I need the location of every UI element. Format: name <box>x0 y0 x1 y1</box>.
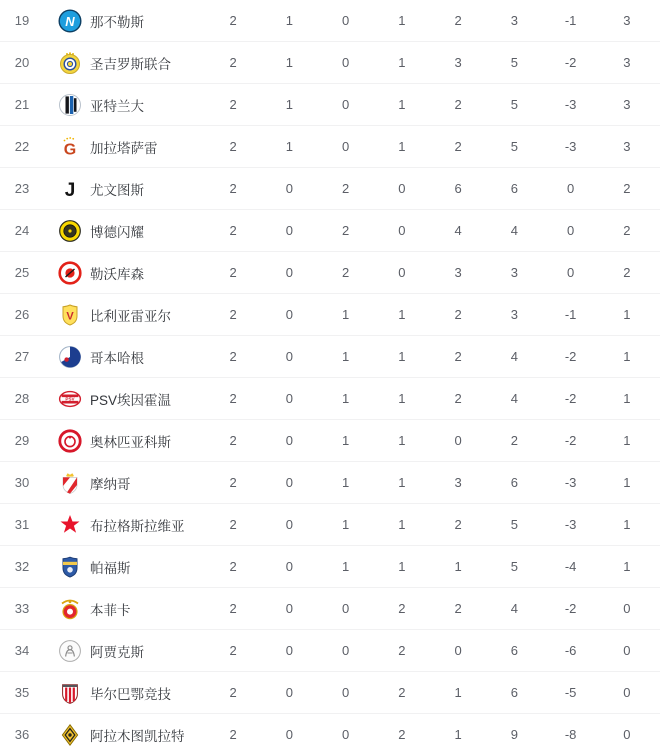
galatasaray-crest-icon <box>58 135 82 159</box>
team-cell[interactable] <box>44 429 205 453</box>
stat-value: 0 <box>285 685 293 700</box>
table-row[interactable] <box>0 546 660 588</box>
rank-label: 30 <box>14 475 30 490</box>
stat-value: 4 <box>510 349 518 364</box>
stat-value: 2 <box>229 685 237 700</box>
stat-value: 2 <box>229 601 237 616</box>
team-name: 阿拉木图凯拉特 <box>90 728 185 744</box>
stat-value: 6 <box>510 685 518 700</box>
stat-value: 2 <box>229 55 237 70</box>
stat-value: -3 <box>564 97 577 112</box>
atalanta-crest-icon <box>58 93 82 117</box>
stat-value: -2 <box>564 349 577 364</box>
svg-text:N: N <box>65 13 75 29</box>
stat-value: 2 <box>454 139 462 154</box>
stat-value: 1 <box>623 307 631 322</box>
stat-value: 0 <box>342 97 350 112</box>
svg-text:PSV: PSV <box>65 396 75 402</box>
team-cell[interactable] <box>44 177 205 201</box>
team-name: 奥林匹亚科斯 <box>90 434 171 450</box>
stat-value: 0 <box>398 223 406 238</box>
rank-label: 35 <box>14 685 30 700</box>
stat-value: 2 <box>342 181 350 196</box>
rank-label: 24 <box>14 223 30 238</box>
stat-value: 2 <box>229 139 237 154</box>
stat-value: 1 <box>623 349 631 364</box>
stat-value: 1 <box>398 559 406 574</box>
stat-value: 3 <box>510 307 518 322</box>
team-cell[interactable] <box>44 513 205 537</box>
stat-value: 2 <box>454 307 462 322</box>
stat-value: 1 <box>398 391 406 406</box>
rank-label: 20 <box>14 55 30 70</box>
stat-value: 0 <box>342 601 350 616</box>
stat-value: 0 <box>342 643 350 658</box>
stat-value: 3 <box>454 265 462 280</box>
rank-label: 23 <box>14 181 30 196</box>
team-cell[interactable] <box>44 471 205 495</box>
benfica-crest-icon <box>58 597 82 621</box>
stat-value: 6 <box>510 643 518 658</box>
stat-value: 2 <box>623 265 631 280</box>
stat-value: 1 <box>398 433 406 448</box>
team-name: 勒沃库森 <box>90 266 144 282</box>
rank-label: 32 <box>14 559 30 574</box>
copenhagen-crest-icon <box>58 345 82 369</box>
rank-label: 34 <box>14 643 30 658</box>
ajax-crest-icon <box>58 639 82 663</box>
stat-value: 0 <box>623 601 631 616</box>
stat-value: 1 <box>623 559 631 574</box>
stat-value: 0 <box>567 223 575 238</box>
stat-value: 2 <box>398 727 406 742</box>
stat-value: 1 <box>342 559 350 574</box>
stat-value: 1 <box>342 391 350 406</box>
team-cell[interactable] <box>44 681 205 705</box>
union-sg-crest-icon <box>58 51 82 75</box>
team-name: 加拉塔萨雷 <box>90 140 158 156</box>
stat-value: 1 <box>342 307 350 322</box>
stat-value: -3 <box>564 475 577 490</box>
team-name: 亚特兰大 <box>90 98 144 114</box>
stat-value: 1 <box>454 559 462 574</box>
slavia-prague-crest-icon <box>58 513 82 537</box>
stat-value: 2 <box>454 13 462 28</box>
stat-value: 2 <box>229 391 237 406</box>
stat-value: -1 <box>564 13 577 28</box>
stat-value: 1 <box>623 475 631 490</box>
stat-value: 2 <box>398 643 406 658</box>
table-row[interactable] <box>0 210 660 252</box>
stat-value: 4 <box>454 223 462 238</box>
table-row[interactable] <box>0 504 660 546</box>
stat-value: 0 <box>285 349 293 364</box>
rank-label: 31 <box>14 517 30 532</box>
stat-value: 0 <box>285 475 293 490</box>
stat-value: 1 <box>398 139 406 154</box>
team-cell[interactable] <box>44 639 205 663</box>
stat-value: 2 <box>454 601 462 616</box>
table-row[interactable] <box>0 294 660 336</box>
rank-label: 29 <box>14 433 30 448</box>
team-name: 比利亚雷亚尔 <box>90 308 171 324</box>
team-cell[interactable] <box>44 387 205 411</box>
stat-value: 0 <box>285 265 293 280</box>
stat-value: 2 <box>454 349 462 364</box>
team-cell[interactable] <box>44 219 205 243</box>
team-name: 那不勒斯 <box>90 14 144 30</box>
stat-value: 2 <box>229 433 237 448</box>
stat-value: 0 <box>285 601 293 616</box>
stat-value: 2 <box>229 223 237 238</box>
stat-value: 2 <box>623 223 631 238</box>
team-name: 毕尔巴鄂竞技 <box>90 686 171 702</box>
stat-value: 2 <box>229 349 237 364</box>
stat-value: 0 <box>398 181 406 196</box>
stat-value: 1 <box>342 349 350 364</box>
juventus-crest-icon <box>58 177 82 201</box>
stat-value: -2 <box>564 433 577 448</box>
team-name: 本菲卡 <box>90 602 131 618</box>
stat-value: 1 <box>623 433 631 448</box>
stat-value: 4 <box>510 223 518 238</box>
stat-value: 0 <box>285 391 293 406</box>
rank-label: 25 <box>14 265 30 280</box>
stat-value: 0 <box>285 223 293 238</box>
svg-text:J: J <box>64 179 76 201</box>
stat-value: 1 <box>342 475 350 490</box>
table-row[interactable] <box>0 420 660 462</box>
stat-value: 0 <box>623 643 631 658</box>
team-cell[interactable] <box>44 93 205 117</box>
stat-value: -2 <box>564 601 577 616</box>
stat-value: -3 <box>564 517 577 532</box>
table-row[interactable] <box>0 168 660 210</box>
rank-label: 21 <box>14 97 30 112</box>
team-cell[interactable] <box>44 261 205 285</box>
stat-value: 1 <box>623 391 631 406</box>
stat-value: 0 <box>342 685 350 700</box>
stat-value: 5 <box>510 139 518 154</box>
stat-value: 9 <box>510 727 518 742</box>
stat-value: 2 <box>510 433 518 448</box>
stat-value: 2 <box>342 265 350 280</box>
stat-value: 1 <box>398 517 406 532</box>
stat-value: 0 <box>342 139 350 154</box>
stat-value: -5 <box>564 685 577 700</box>
team-name: 布拉格斯拉维亚 <box>90 518 185 534</box>
stat-value: 2 <box>229 181 237 196</box>
rank-label: 33 <box>14 601 30 616</box>
stat-value: 2 <box>454 97 462 112</box>
rank-label: 28 <box>14 391 30 406</box>
table-row[interactable] <box>0 714 660 755</box>
stat-value: 1 <box>398 307 406 322</box>
stat-value: 0 <box>342 13 350 28</box>
rank-label: 26 <box>14 307 30 322</box>
stat-value: 3 <box>510 13 518 28</box>
stat-value: 1 <box>285 13 293 28</box>
stat-value: 1 <box>342 517 350 532</box>
stat-value: 5 <box>510 517 518 532</box>
stat-value: 2 <box>342 223 350 238</box>
stat-value: 2 <box>229 643 237 658</box>
table-row[interactable] <box>0 336 660 378</box>
stat-value: 2 <box>398 601 406 616</box>
monaco-crest-icon <box>58 471 82 495</box>
stat-value: 2 <box>229 307 237 322</box>
svg-text:G: G <box>63 141 77 158</box>
team-cell[interactable] <box>44 303 205 327</box>
stat-value: 1 <box>285 139 293 154</box>
table-row[interactable] <box>0 84 660 126</box>
stat-value: 1 <box>285 55 293 70</box>
rank-label: 22 <box>14 139 30 154</box>
stat-value: 2 <box>229 13 237 28</box>
stat-value: 1 <box>454 727 462 742</box>
stat-value: 4 <box>510 601 518 616</box>
stat-value: 5 <box>510 97 518 112</box>
team-name: 帕福斯 <box>90 560 131 576</box>
stat-value: 1 <box>623 517 631 532</box>
stat-value: 3 <box>623 97 631 112</box>
team-cell[interactable] <box>44 597 205 621</box>
stat-value: 0 <box>285 181 293 196</box>
stat-value: 3 <box>454 55 462 70</box>
stat-value: 2 <box>229 475 237 490</box>
stat-value: 1 <box>398 13 406 28</box>
stat-value: 0 <box>623 685 631 700</box>
table-row[interactable] <box>0 252 660 294</box>
stat-value: 2 <box>229 559 237 574</box>
stat-value: 2 <box>398 685 406 700</box>
stat-value: 2 <box>229 265 237 280</box>
stat-value: 0 <box>342 55 350 70</box>
stat-value: 2 <box>623 181 631 196</box>
team-name: 阿贾克斯 <box>90 644 144 660</box>
team-cell[interactable] <box>44 555 205 579</box>
stat-value: 0 <box>623 727 631 742</box>
stat-value: 0 <box>342 727 350 742</box>
stat-value: 3 <box>623 13 631 28</box>
stat-value: 2 <box>229 517 237 532</box>
stat-value: 1 <box>342 433 350 448</box>
table-row[interactable] <box>0 630 660 672</box>
olympiacos-crest-icon <box>58 429 82 453</box>
kairat-almaty-crest-icon <box>58 723 82 747</box>
rank-label: 27 <box>14 349 30 364</box>
team-name: 哥本哈根 <box>90 350 144 366</box>
stat-value: 0 <box>285 643 293 658</box>
team-name: 摩纳哥 <box>90 476 131 492</box>
stat-value: 3 <box>454 475 462 490</box>
stat-value: 0 <box>454 643 462 658</box>
stat-value: 5 <box>510 55 518 70</box>
team-cell[interactable] <box>44 723 205 747</box>
stat-value: 2 <box>229 727 237 742</box>
stat-value: 2 <box>454 517 462 532</box>
stat-value: 6 <box>510 475 518 490</box>
stat-value: 0 <box>454 433 462 448</box>
stat-value: 1 <box>398 97 406 112</box>
rank-label: 19 <box>14 13 30 28</box>
stat-value: 3 <box>623 139 631 154</box>
rank-label: 36 <box>14 727 30 742</box>
team-cell[interactable] <box>44 345 205 369</box>
table-row[interactable] <box>0 0 660 42</box>
stat-value: 3 <box>510 265 518 280</box>
table-row[interactable] <box>0 42 660 84</box>
team-cell[interactable] <box>44 135 205 159</box>
stat-value: 0 <box>398 265 406 280</box>
stat-value: 1 <box>398 475 406 490</box>
team-name: 尤文图斯 <box>90 182 144 198</box>
team-cell[interactable] <box>44 51 205 75</box>
stat-value: 2 <box>229 97 237 112</box>
table-row[interactable] <box>0 126 660 168</box>
stat-value: -8 <box>564 727 577 742</box>
team-name: PSV埃因霍温 <box>90 392 172 408</box>
team-name: 圣吉罗斯联合 <box>90 56 171 72</box>
table-row[interactable] <box>0 588 660 630</box>
leverkusen-crest-icon <box>58 261 82 285</box>
stat-value: 0 <box>285 307 293 322</box>
pafos-crest-icon <box>58 555 82 579</box>
villarreal-crest-icon <box>58 303 82 327</box>
athletic-bilbao-crest-icon <box>58 681 82 705</box>
team-name: 博德闪耀 <box>90 224 144 240</box>
stat-value: 5 <box>510 559 518 574</box>
stat-value: 4 <box>510 391 518 406</box>
stat-value: 0 <box>285 433 293 448</box>
napoli-crest-icon <box>58 9 82 33</box>
stat-value: 0 <box>285 559 293 574</box>
stat-value: 0 <box>285 517 293 532</box>
stat-value: -3 <box>564 139 577 154</box>
team-cell[interactable] <box>44 9 205 33</box>
table-row[interactable] <box>0 378 660 420</box>
stat-value: 1 <box>398 349 406 364</box>
stat-value: 3 <box>623 55 631 70</box>
psv-crest-icon <box>58 387 82 411</box>
stat-value: 1 <box>398 55 406 70</box>
stat-value: 6 <box>454 181 462 196</box>
stat-value: -2 <box>564 391 577 406</box>
stat-value: 0 <box>567 265 575 280</box>
table-row[interactable] <box>0 672 660 714</box>
stat-value: -1 <box>564 307 577 322</box>
svg-text:V: V <box>66 310 74 322</box>
stat-value: -6 <box>564 643 577 658</box>
stat-value: -4 <box>564 559 577 574</box>
table-row[interactable] <box>0 462 660 504</box>
bodo-glimt-crest-icon <box>58 219 82 243</box>
stat-value: 0 <box>567 181 575 196</box>
stat-value: 1 <box>454 685 462 700</box>
stat-value: 1 <box>285 97 293 112</box>
stat-value: -2 <box>564 55 577 70</box>
stat-value: 2 <box>454 391 462 406</box>
stat-value: 0 <box>285 727 293 742</box>
stat-value: 6 <box>510 181 518 196</box>
